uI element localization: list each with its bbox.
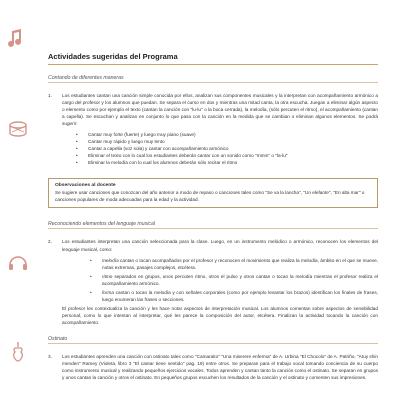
section-heading: Reconociendo elementos del lenguaje musical [48,221,378,229]
activity-item [48,238,378,252]
term-text: cantan o tocan acompañados por el profesor y reconocen el movimiento que realiza la melodía, ámbito en el que se mueve, notas extremas, pasajes complejos, etcétera. [102,257,378,270]
note-title: Observaciones al docente [55,183,116,189]
page-title: Actividades sugeridas del Programa [48,52,178,61]
item-number: 2. [48,239,52,245]
list-item [102,289,378,303]
list-item: • Eliminar la melodía con lo cual los alumnos deberán sólo recitar el ritmo [88,159,378,166]
item-number: 1. [48,93,52,98]
list-item: • Cantar muy forte (fuerte) y luego muy piano (suave) [88,131,378,138]
list-item [102,273,378,287]
closing-paragraph: El profesor les contextualiza la canción y les hace notar aspectos de interpretación musical. Los alumnos comentan sobre aspectos de sensibilidad personal, como lo que intentan al interpretar, qué les parece la composición del autor, etcétera. Finalizan la actividad tocando la canción con acompañamiento. [62,305,378,325]
bullet-list [88,131,378,166]
violin-icon [6,340,30,364]
title-divider [48,64,378,65]
list-item: • Eliminar el texto con lo cual los estudiantes deberán cantar con un sonido como "mmm" o "la-lu" [88,152,378,159]
term: melodía [102,257,119,263]
item-text: Los estudiantes aprenden una canción con ostinato tales como "Camaraito" "Una miserere enferma" de A. Urbina "El Chocolo" de A. Patriño, "Atuy shin menden" Ramey (Violeta, libro 3 "El cantar tiene sentido" pag. 19) entre otros. Se preparan para el trabajo vocal tomando conciencia de su cuerpo como instrumento musical y realizando pequeños ejercicios vocales. Todos aprenden y cantan tanto la canción como el ostinato. Se separan en grupos y unos cantan la canción y otros el ostinato. En pequeños grupos escuchen los resultados de la canción y el ostinato y comenten sus impresiones. [62,353,378,380]
term-text: separados en grupos, unos percuten ritmo, otros el pulso y otros cantan o tocan la melodía mientras el profesor realiza el acompañamiento armónico. [102,273,378,286]
headphones-icon [6,250,30,274]
term: ritmo [102,273,113,279]
section-heading: Contando de diferentes maneras [48,75,378,83]
item-text: Los estudiantes interpretan una canción seleccionada para la clase. Luego, en un instrumento melódico o armónico, reconocen los elementos del lenguaje musical, como: [62,239,378,252]
decorative-sidebar [0,0,40,400]
term: forma [102,289,114,295]
document-content [48,52,378,385]
teacher-note-box [48,178,378,208]
list-item [102,257,378,271]
note-text: Se sugiere usar canciones que conozcan del año anterior a modo de repaso o canciones tales como "Se va la lancha", "Un elefante", "En alta mar" o canciones populares de moda adecuadas para la edad y la actividad. [55,190,365,203]
section-heading: Ostinato [48,336,378,344]
item-text: Los estudiantes cantan una canción simple conocida por ellos, analizan sus componentes musicales y la interpretan con acompañamiento armónico a cargo del profesor y los alumnos que puedan. Se separa el curso en dos y mientras una mitad canta, la otra escucha. Juegan a eliminar algún aspecto o elemento como por ejemplo el texto (cantan la canción con "lu-lu" o la boca cerrada), la melodía, (sólo percuten el ritmo), el acompañamiento (cantan a capella). Se escuchan y analizan en conjunto lo que pasa con la canción en la medida que se cambian o eliminan algunos elementos. Se podrá sugerir: [62,93,378,127]
list-item: • Cantar a capella (voz sola) y cantar con acompañamiento armónico [88,145,378,152]
music-note-icon [6,26,30,50]
activity-item [48,92,378,127]
item-number: 3. [48,353,52,359]
term-text: cantan o tocan la melodía y con señales corporales (como por ejemplo levantar los brazos) identifican los finales de frases, luego enumeran las frases o secciones. [102,289,378,302]
activity-item [48,353,378,381]
list-item: • Cantar muy rápido y luego muy lento [88,138,378,145]
drum-icon [6,116,30,140]
